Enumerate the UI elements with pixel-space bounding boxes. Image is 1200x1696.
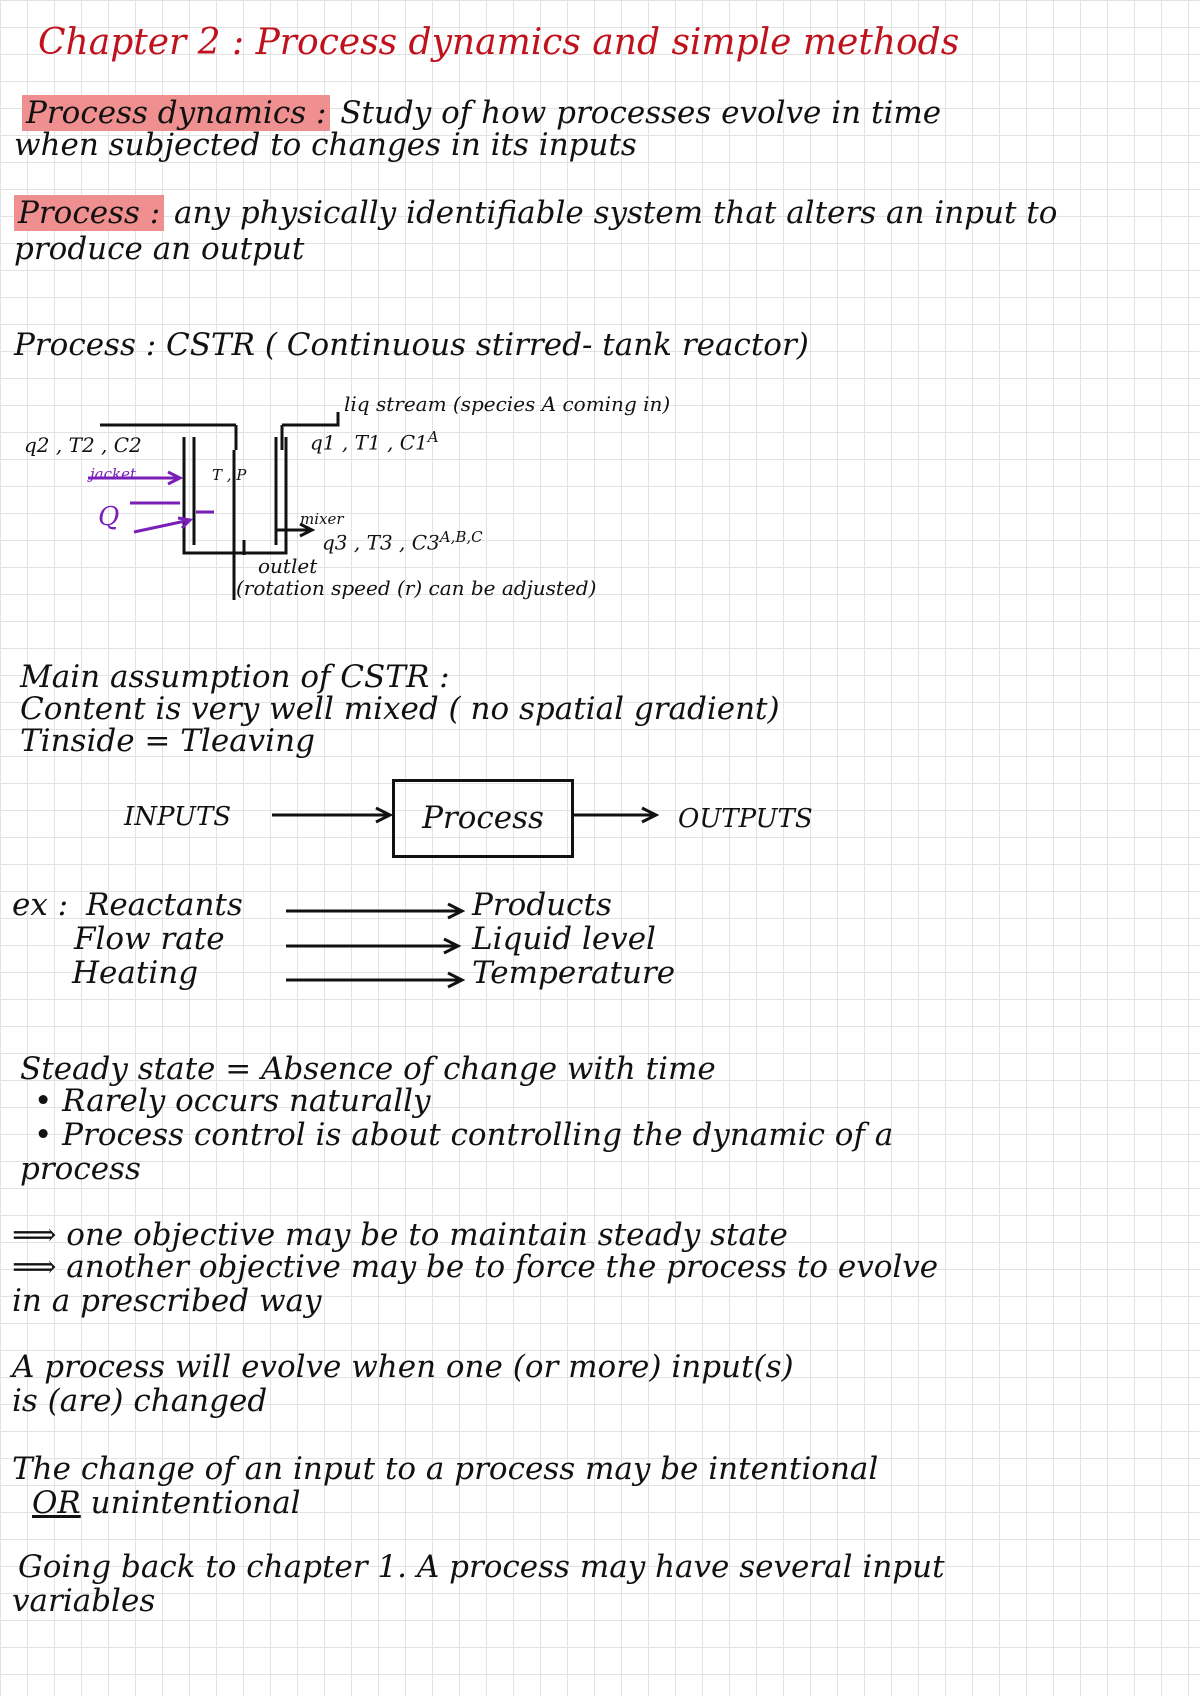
back-line-2: variables [12,1583,156,1619]
unintentional-word: unintentional [90,1485,301,1521]
steady-state-bullet-1: • Rarely occurs naturally [34,1083,431,1119]
outlet-stream-text: q3 , T3 , C3 [322,530,440,555]
example-output-products: Products [472,887,612,923]
process-dynamics-text: Study of how processes evolve in time [340,95,942,131]
outlet-stream-sup: A,B,C [439,528,483,546]
rotation-note: (rotation speed (r) can be adjusted) [236,576,597,600]
steady-state-bullet-2b: process [20,1151,141,1187]
objective-line-1: ⟹ one objective may be to maintain steady state [12,1217,788,1253]
example-input-heating: Heating [72,955,199,991]
process-text-2: produce an output [14,231,305,267]
objective-line-2: ⟹ another objective may be to force the process to evolve [12,1249,939,1285]
example-input-reactants: Reactants [86,887,243,923]
feed-stream-label: liq stream (species A coming in) [344,392,671,416]
heat-label: Q [98,502,120,532]
objective-line-3: in a prescribed way [12,1283,322,1319]
example-output-temperature: Temperature [472,955,676,991]
example-prefix: ex : [12,887,69,923]
feed-label-text: q1 , T1 , C1 [310,430,428,455]
assumption-line-1: Content is very well mixed ( no spatial gradient) [20,691,780,727]
evolve-line-1: A process will evolve when one (or more) input(s) [12,1349,794,1385]
process-dynamics-text-2: when subjected to changes in its inputs [14,127,637,163]
outlet-label: outlet [258,554,318,578]
evolve-line-2: is (are) changed [12,1383,268,1419]
assumption-line-2: Tinside = Tleaving [20,723,315,759]
outputs-label: OUTPUTS [678,804,813,834]
steady-state-bullet-2: • Process control is about controlling the dynamic of a [34,1117,894,1153]
change-line-1: The change of an input to a process may be intentional [12,1451,879,1487]
jacket-label: jacket [90,465,136,483]
cstr-heading: Process : CSTR ( Continuous stirred- tank reactor) [14,327,809,363]
example-output-liquid-level: Liquid level [472,921,656,957]
steady-state-line: Steady state = Absence of change with time [20,1051,716,1087]
process-text: any physically identifiable system that alters an input to [174,195,1058,231]
process-box-label: Process [422,800,544,836]
page-title: Chapter 2 : Process dynamics and simple methods [38,22,960,63]
mixer-label: mixer [300,510,344,528]
change-line-2 [32,1486,301,1520]
or-word: OR [32,1485,81,1521]
example-input-flow-rate: Flow rate [74,921,225,957]
assumption-heading: Main assumption of CSTR : [20,659,450,695]
jacket-inlet-label: q2 , T2 , C2 [24,433,142,457]
feed-label-sup: A [427,428,439,446]
inputs-label: INPUTS [124,802,232,832]
process-term: Process : [14,195,164,231]
process-dynamics-term: Process dynamics : [22,95,330,131]
reactor-tp-label: T , P [212,466,247,484]
back-line-1: Going back to chapter 1. A process may have several input [18,1549,945,1585]
